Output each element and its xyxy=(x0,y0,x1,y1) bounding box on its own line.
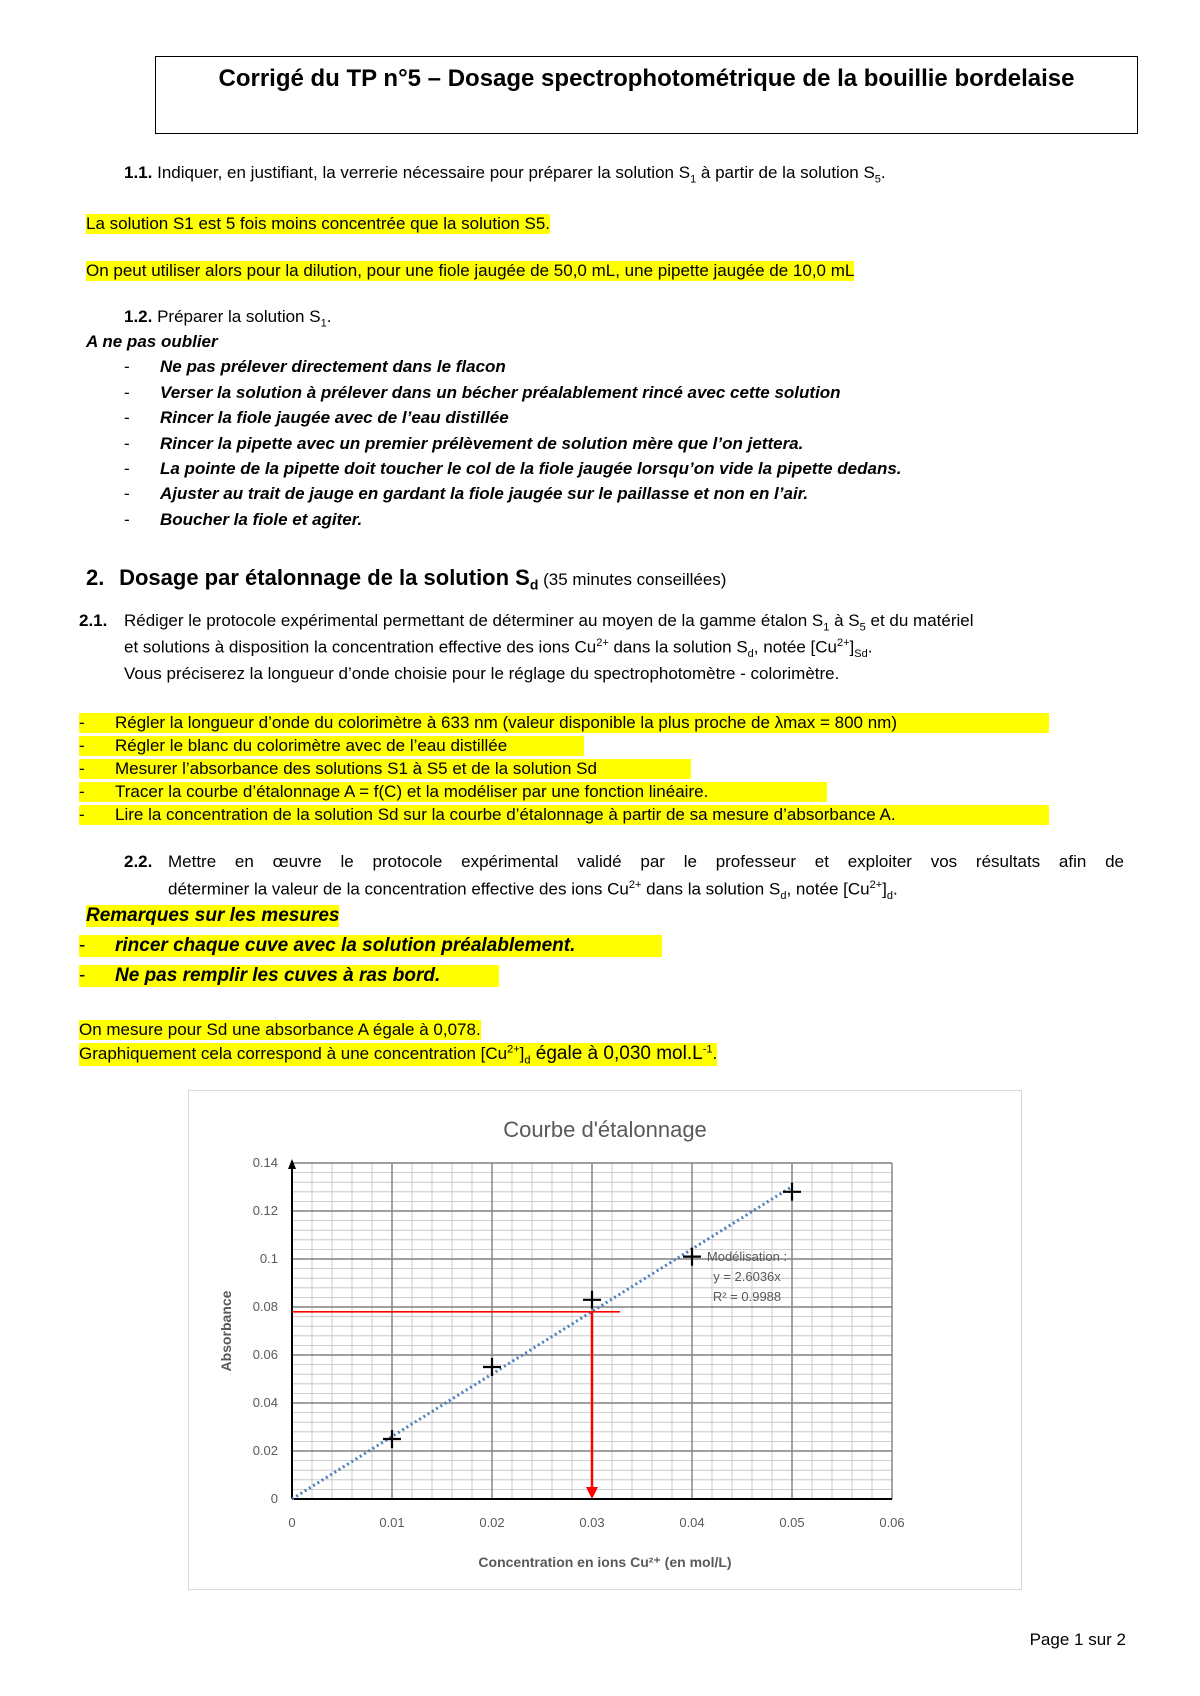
y-tick-label: 0.1 xyxy=(259,1251,278,1266)
list-item: - Lire la concentration de la solution Sd sur la courbe d’étalonnage à partir de sa mesure d’absorbance A. xyxy=(79,805,1049,825)
y-tick-label: 0.14 xyxy=(252,1155,278,1170)
list-item: - Mesurer l’absorbance des solutions S1 à S5 et de la solution Sd xyxy=(79,759,691,779)
list-item: - Ajuster au trait de jauge en gardant la fiole jaugée sur le paillasse et non en l’air. xyxy=(124,484,809,503)
y-tick-label: 0.08 xyxy=(252,1299,278,1314)
trendline xyxy=(292,1187,792,1499)
list-item: - Rincer la pipette avec un premier prélèvement de solution mère que l’on jettera. xyxy=(124,434,804,453)
x-tick-label: 0 xyxy=(288,1515,296,1530)
list-item: - Régler la longueur d’onde du colorimètre à 633 nm (valeur disponible la plus proche de λmax = 800 nm) xyxy=(79,713,1049,733)
list-item: - Verser la solution à prélever dans un bécher préalablement rincé avec cette solution xyxy=(124,383,841,402)
x-tick-label: 0.02 xyxy=(479,1515,505,1530)
result-line: On mesure pour Sd une absorbance A égale à 0,078. xyxy=(79,1020,481,1039)
question-2-1: 2.1. xyxy=(79,611,108,630)
list-item: - La pointe de la pipette doit toucher le col de la fiole jaugée lorsqu’on vide la pipette dedans. xyxy=(124,459,902,478)
y-axis-arrow xyxy=(288,1159,296,1169)
question-2-2-line: Mettre en œuvre le protocole expérimental validé par le professeur et exploiter vos résultats afin de xyxy=(168,852,1124,871)
trendline-annotation: R² = 0.9988 xyxy=(712,1289,782,1304)
y-tick-label: 0.06 xyxy=(252,1347,278,1362)
data-point xyxy=(683,1248,701,1266)
list-item: - Ne pas remplir les cuves à ras bord. xyxy=(79,965,499,987)
list-item: - Tracer la courbe d’étalonnage A = f(C) et la modéliser par une fonction linéaire. xyxy=(79,782,827,802)
question-2-2: 2.2. xyxy=(124,852,153,871)
x-tick-label: 0.05 xyxy=(779,1515,805,1530)
y-axis-label: Absorbance xyxy=(218,1290,234,1372)
section-2-heading: 2. Dosage par étalonnage de la solution $S_d$ (35 minutes conseillées) xyxy=(86,565,727,593)
y-tick-label: 0.02 xyxy=(252,1443,278,1458)
question-1-2: 1.2. Préparer la solution $S_1$. xyxy=(124,307,332,330)
y-tick-label: 0.12 xyxy=(252,1203,278,1218)
x-tick-label: 0.03 xyxy=(579,1515,605,1530)
x-tick-label: 0.06 xyxy=(879,1515,905,1530)
x-tick-label: 0.04 xyxy=(679,1515,705,1530)
calibration-chart xyxy=(189,1091,1021,1589)
data-point xyxy=(783,1183,801,1201)
y-tick-label: 0.04 xyxy=(252,1395,278,1410)
list-item: - Boucher la fiole et agiter. xyxy=(124,510,363,529)
reminder-title: A ne pas oublier xyxy=(86,332,218,351)
reading-arrowhead xyxy=(586,1487,598,1499)
list-item: - Ne pas prélever directement dans le flacon xyxy=(124,357,506,376)
question-2-1-line: Vous préciserez la longueur d’onde choisie pour le réglage du spectrophotomètre - colorimètre. xyxy=(124,664,840,683)
calibration-chart-frame xyxy=(188,1090,1022,1590)
question-1-1: 1.1. Indiquer, en justifiant, la verrerie nécessaire pour préparer la solution $S_1$ à partir de la solution $S_5$. xyxy=(124,163,886,186)
x-tick-label: 0.01 xyxy=(379,1515,405,1530)
data-point xyxy=(483,1358,501,1376)
y-tick-label: 0 xyxy=(270,1491,278,1506)
question-2-2-line: déterminer la valeur de la concentration effective des ions $Cu^{2+}$ dans la solution $S_d$, notée $[Cu^{2+}]_d$. xyxy=(168,879,898,903)
list-item: - Rincer la fiole jaugée avec de l’eau distillée xyxy=(124,408,509,427)
trendline-annotation: y = 2.6036x xyxy=(713,1269,781,1284)
remarks-title: Remarques sur les mesures xyxy=(86,905,340,926)
list-item: - rincer chaque cuve avec la solution préalablement. xyxy=(79,935,662,957)
x-axis-label: Concentration en ions Cu²⁺ (en mol/L) xyxy=(478,1554,732,1570)
list-item: - Régler le blanc du colorimètre avec de l’eau distillée xyxy=(79,736,584,756)
page-title: Corrigé du TP n°5 – Dosage spectrophotométrique de la bouillie bordelaise xyxy=(155,56,1138,134)
question-2-1-line: et solutions à disposition la concentration effective des ions $Cu^{2+}$ dans la solution $S_d$, notée $[Cu^{2+}]_{Sd}$. xyxy=(124,637,873,661)
result-line: Graphiquement cela correspond à une concentration $[Cu^{2+}]_d$ égale à 0,030 $mol.L^{-1}$. xyxy=(79,1043,718,1067)
answer-1-1-line: La solution S1 est 5 fois moins concentrée que la solution S5. xyxy=(86,214,551,233)
answer-1-1-line: On peut utiliser alors pour la dilution, pour une fiole jaugée de 50,0 mL, une pipette jaugée de 10,0 mL xyxy=(86,261,855,280)
page-number: Page 1 sur 2 xyxy=(1029,1630,1126,1649)
chart-title: Courbe d'étalonnage xyxy=(503,1117,707,1142)
trendline-annotation: Modélisation : xyxy=(706,1249,788,1264)
question-2-1-line: Rédiger le protocole expérimental permettant de déterminer au moyen de la gamme étalon $S_1$ à $S_5$ et du matériel xyxy=(124,611,974,634)
